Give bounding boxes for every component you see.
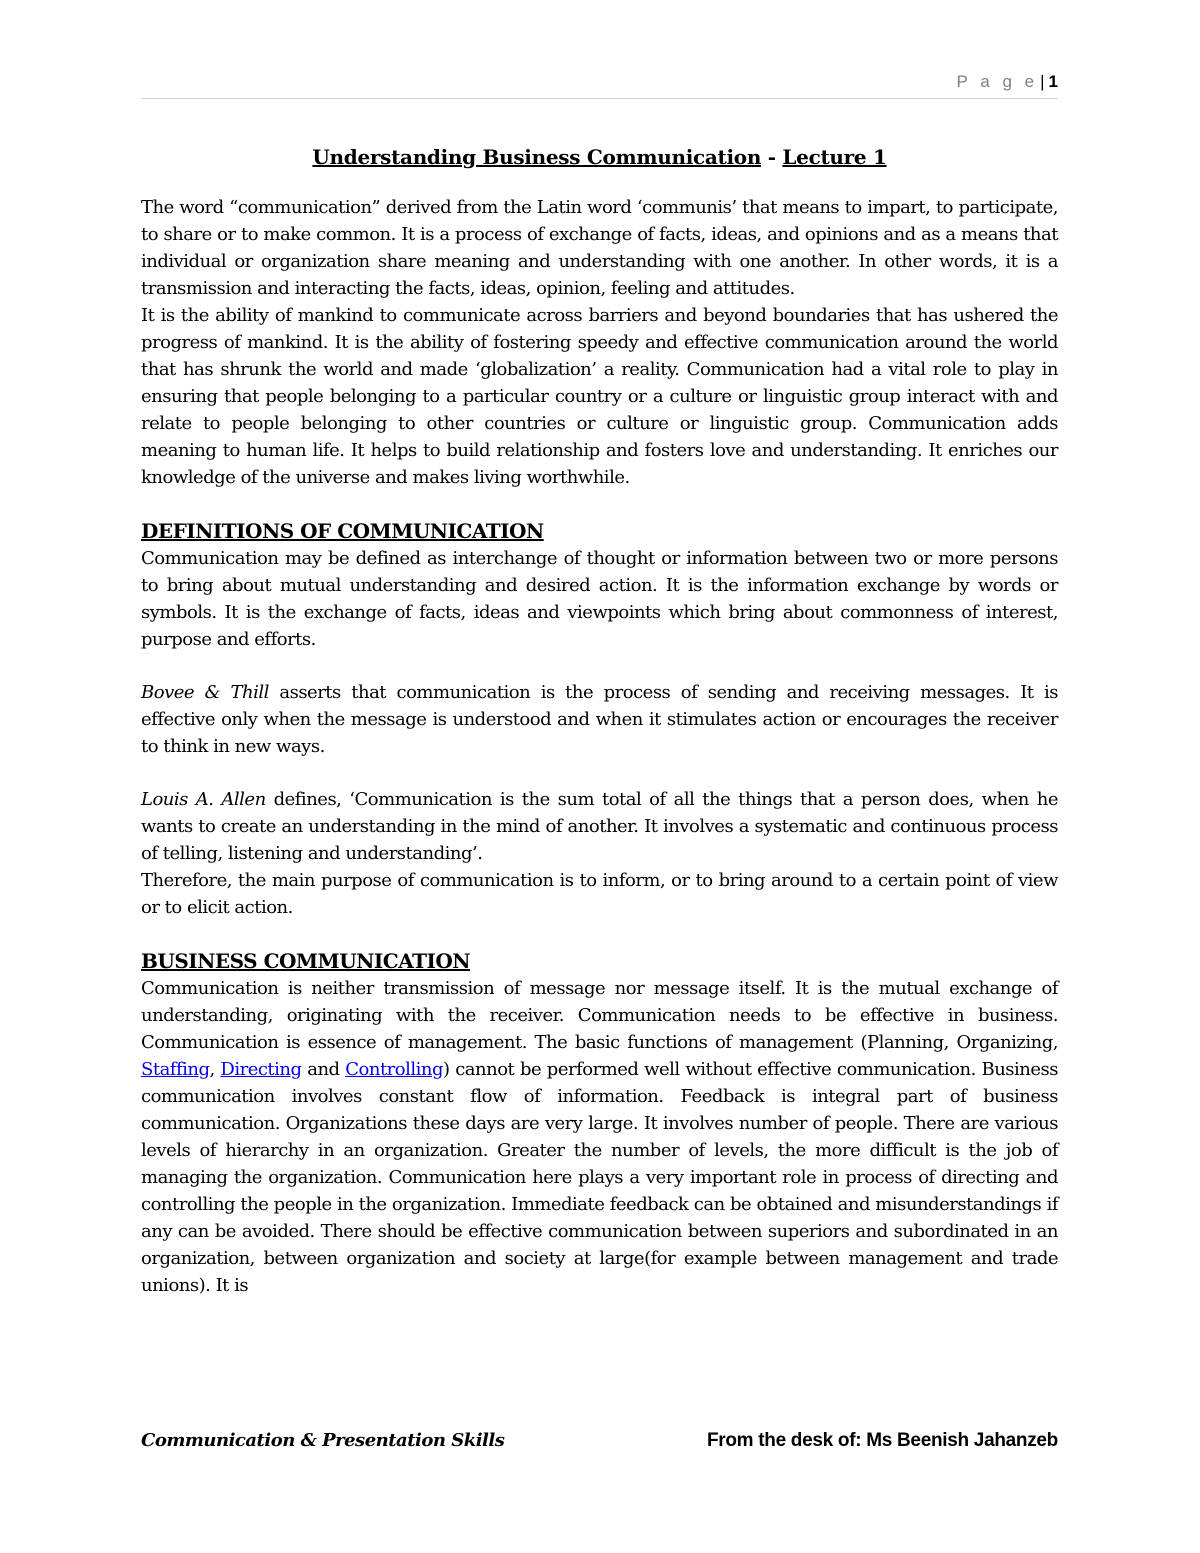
page-number: 1	[1048, 72, 1058, 91]
allen-text: defines, ‘Communication is the sum total of all the things that a person does, when he wants to create an understanding in the mind of another. It involves a systematic and continuous process of telling, listening and understanding’.	[141, 789, 1058, 864]
controlling-link[interactable]: Controlling	[345, 1059, 444, 1080]
intro-paragraph-2: It is the ability of mankind to communicate across barriers and beyond boundaries that has ushered the progress of mankind. It is the ability of fostering speedy and effective communication around the world that has shrunk the world and made ‘globalization’ a reality. Communication had a vital role to play in ensuring that people belonging to a particular country or a culture or linguistic group interact with and relate to people belonging to other countries or culture or linguistic group. Communication adds meaning to human life. It helps to build relationship and fosters love and understanding. It enriches our knowledge of the universe and makes living worthwhile.	[141, 305, 1058, 488]
business-heading: BUSINESS COMMUNICATION	[141, 949, 471, 973]
footer-course: Communication & Presentation Skills	[141, 1430, 505, 1451]
document-title	[141, 140, 1058, 174]
document-body	[141, 140, 1058, 1299]
directing-link[interactable]: Directing	[220, 1059, 302, 1080]
business-text-b: ) cannot be performed well without effective communication. Business communication involves constant flow of information. Feedback is integral part of business communication. Organizations these days are very large. It involves number of people. There are various levels of hierarchy in an organization. Greater the number of levels, the more difficult is the job of managing the organization. Communication here plays a very important role in process of directing and controlling the people in the organization. Immediate feedback can be obtained and misunderstandings if any can be avoided. There should be effective communication between superiors and subordinated in an organization, between organization and society at large(for example between management and trade unions). It is	[141, 1059, 1059, 1296]
bovee-author: Bovee & Thill	[141, 682, 269, 703]
definitions-paragraph-1: Communication may be defined as interchange of thought or information between two or more persons to bring about mutual understanding and desired action. It is the information exchange by words or symbols. It is the exchange of facts, ideas and viewpoints which bring about commonness of interest, purpose and efforts.	[141, 548, 1058, 650]
intro-paragraph-1: The word “communication” derived from the Latin word ‘communis’ that means to impart, to participate, to share or to make common. It is a process of exchange of facts, ideas, and opinions and as a means that individual or organization share meaning and understanding with one another. In other words, it is a transmission and interacting the facts, ideas, opinion, feeling and attitudes.	[141, 197, 1058, 299]
definitions-paragraph-4: Therefore, the main purpose of communication is to inform, or to bring around to a certain point of view or to elicit action.	[141, 870, 1058, 918]
title-dash: -	[761, 145, 783, 169]
page-footer	[141, 1430, 1058, 1458]
bovee-text: asserts that communication is the process of sending and receiving messages. It is effective only when the message is understood and when it stimulates action or encourages the receiver to think in new ways.	[141, 682, 1059, 757]
staffing-link[interactable]: Staffing	[141, 1059, 210, 1080]
business-text-a: Communication is neither transmission of message nor message itself. It is the mutual exchange of understanding, originating with the receiver. Communication needs to be effective in business. Communication is essence of management. The basic functions of management (Planning, Organizing,	[141, 978, 1058, 1053]
comma-separator: ,	[209, 1059, 221, 1080]
footer-desk: From the desk of: Ms Beenish Jahanzeb	[706, 1430, 1058, 1451]
title-main: Understanding Business Communication	[312, 145, 762, 169]
definitions-heading: DEFINITIONS OF COMMUNICATION	[141, 519, 544, 543]
spacer	[141, 760, 1058, 786]
business-paragraph	[141, 975, 1058, 1299]
spacer	[141, 921, 1058, 947]
allen-paragraph	[141, 786, 1058, 867]
spacer	[141, 491, 1058, 517]
spacer	[141, 653, 1058, 679]
allen-author: Louis A. Allen	[141, 789, 266, 810]
title-lecture: Lecture 1	[782, 145, 887, 169]
page-separator: |	[1040, 72, 1045, 91]
and-separator: and	[301, 1059, 346, 1080]
page-header	[141, 72, 1058, 99]
bovee-paragraph	[141, 679, 1058, 760]
page-label: P a g e	[956, 72, 1039, 91]
